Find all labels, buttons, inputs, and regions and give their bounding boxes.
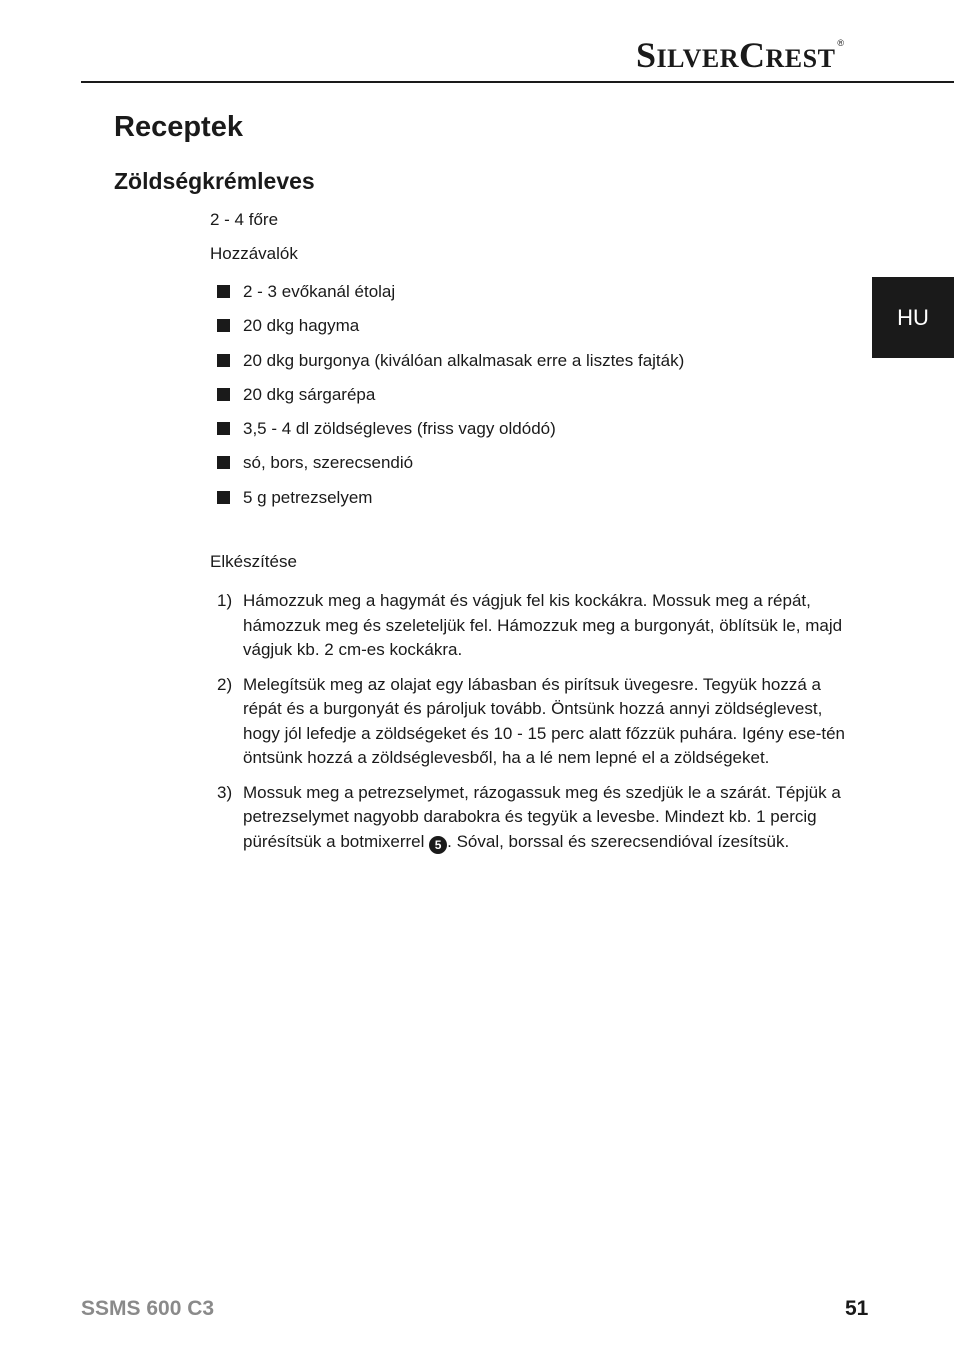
step-number: 2): [217, 674, 233, 694]
list-item: [217, 383, 684, 417]
step-text: Melegítsük meg az olajat egy lábasban és pirítsuk üvegesre. Tegyük hozzá a répát és a burgonyát és pároljuk tovább. Öntsünk hozzá annyi zöldséglevest, hogy jól lefedje a zöldségeket és 10 - 15 perc alatt főzzük puhára. Igény ese-tén öntsünk hozzá a zöldséglevesből, ha a lé nem lepné el a zöldségeket.: [243, 674, 845, 767]
brand-logo: SILVERCREST®: [636, 35, 845, 75]
ingredient-text: 20 dkg hagyma: [243, 316, 360, 336]
language-tab: HU: [872, 277, 954, 358]
square-bullet-icon: [217, 422, 230, 435]
page-number: 51: [845, 1297, 869, 1320]
list-item: [217, 349, 684, 383]
square-bullet-icon: [217, 491, 230, 504]
servings: 2 - 4 főre: [210, 210, 279, 229]
ingredient-text: 20 dkg sárgarépa: [243, 384, 376, 404]
ingredients-list: [217, 280, 684, 520]
square-bullet-icon: [217, 388, 230, 401]
ingredient-text: 2 - 3 evőkanál étolaj: [243, 282, 396, 301]
preparation-steps: [217, 589, 845, 864]
ingredient-text: 3,5 - 4 dl zöldségleves (friss vagy oldódó): [243, 419, 556, 439]
square-bullet-icon: [217, 285, 230, 298]
list-item: [217, 280, 684, 314]
ingredient-text: 5 g petrezselyem: [243, 487, 373, 507]
model-number: SSMS 600 C3: [81, 1297, 215, 1320]
ingredient-text: 20 dkg burgonya (kiválóan alkalmasak erre a lisztes fajták): [243, 350, 685, 370]
header-divider: [81, 81, 954, 83]
step-item: [217, 781, 845, 855]
preparation-heading: Elkészítése: [210, 552, 297, 571]
list-item: [217, 451, 684, 485]
square-bullet-icon: [217, 456, 230, 469]
square-bullet-icon: [217, 354, 230, 367]
square-bullet-icon: [217, 319, 230, 332]
step-number: 3): [217, 782, 233, 802]
list-item: [217, 314, 684, 348]
ingredient-text: só, bors, szerecsendió: [243, 453, 414, 473]
list-item: [217, 417, 684, 451]
list-item: [217, 486, 684, 520]
step-item: [217, 589, 845, 663]
part-reference-icon: 5: [429, 836, 447, 854]
step-text: Hámozzuk meg a hagymát és vágjuk fel kis kockákra. Mossuk meg a répát, hámozzuk meg és szeleteljük fel. Hámozzuk meg a burgonyát, öblítsük le, majd vágjuk kb. 2 cm-es kockákra.: [243, 591, 843, 659]
page-title: Receptek: [114, 111, 243, 143]
step-number: 1): [217, 591, 233, 610]
recipe-title: Zöldségkrémleves: [114, 168, 315, 194]
step-text: Mossuk meg a petrezselymet, rázogassuk meg és szedjük le a szárát. Tépjük a petrezselymet nagyobb darabokra és tegyük a levesbe. Mindezt kb. 1 percig pürésítsük a botmixerrel 5 . Sóval, borssal és szerecsendióval ízesítsük.: [243, 782, 841, 852]
step-item: [217, 673, 845, 771]
ingredients-heading: Hozzávalók: [210, 244, 298, 263]
